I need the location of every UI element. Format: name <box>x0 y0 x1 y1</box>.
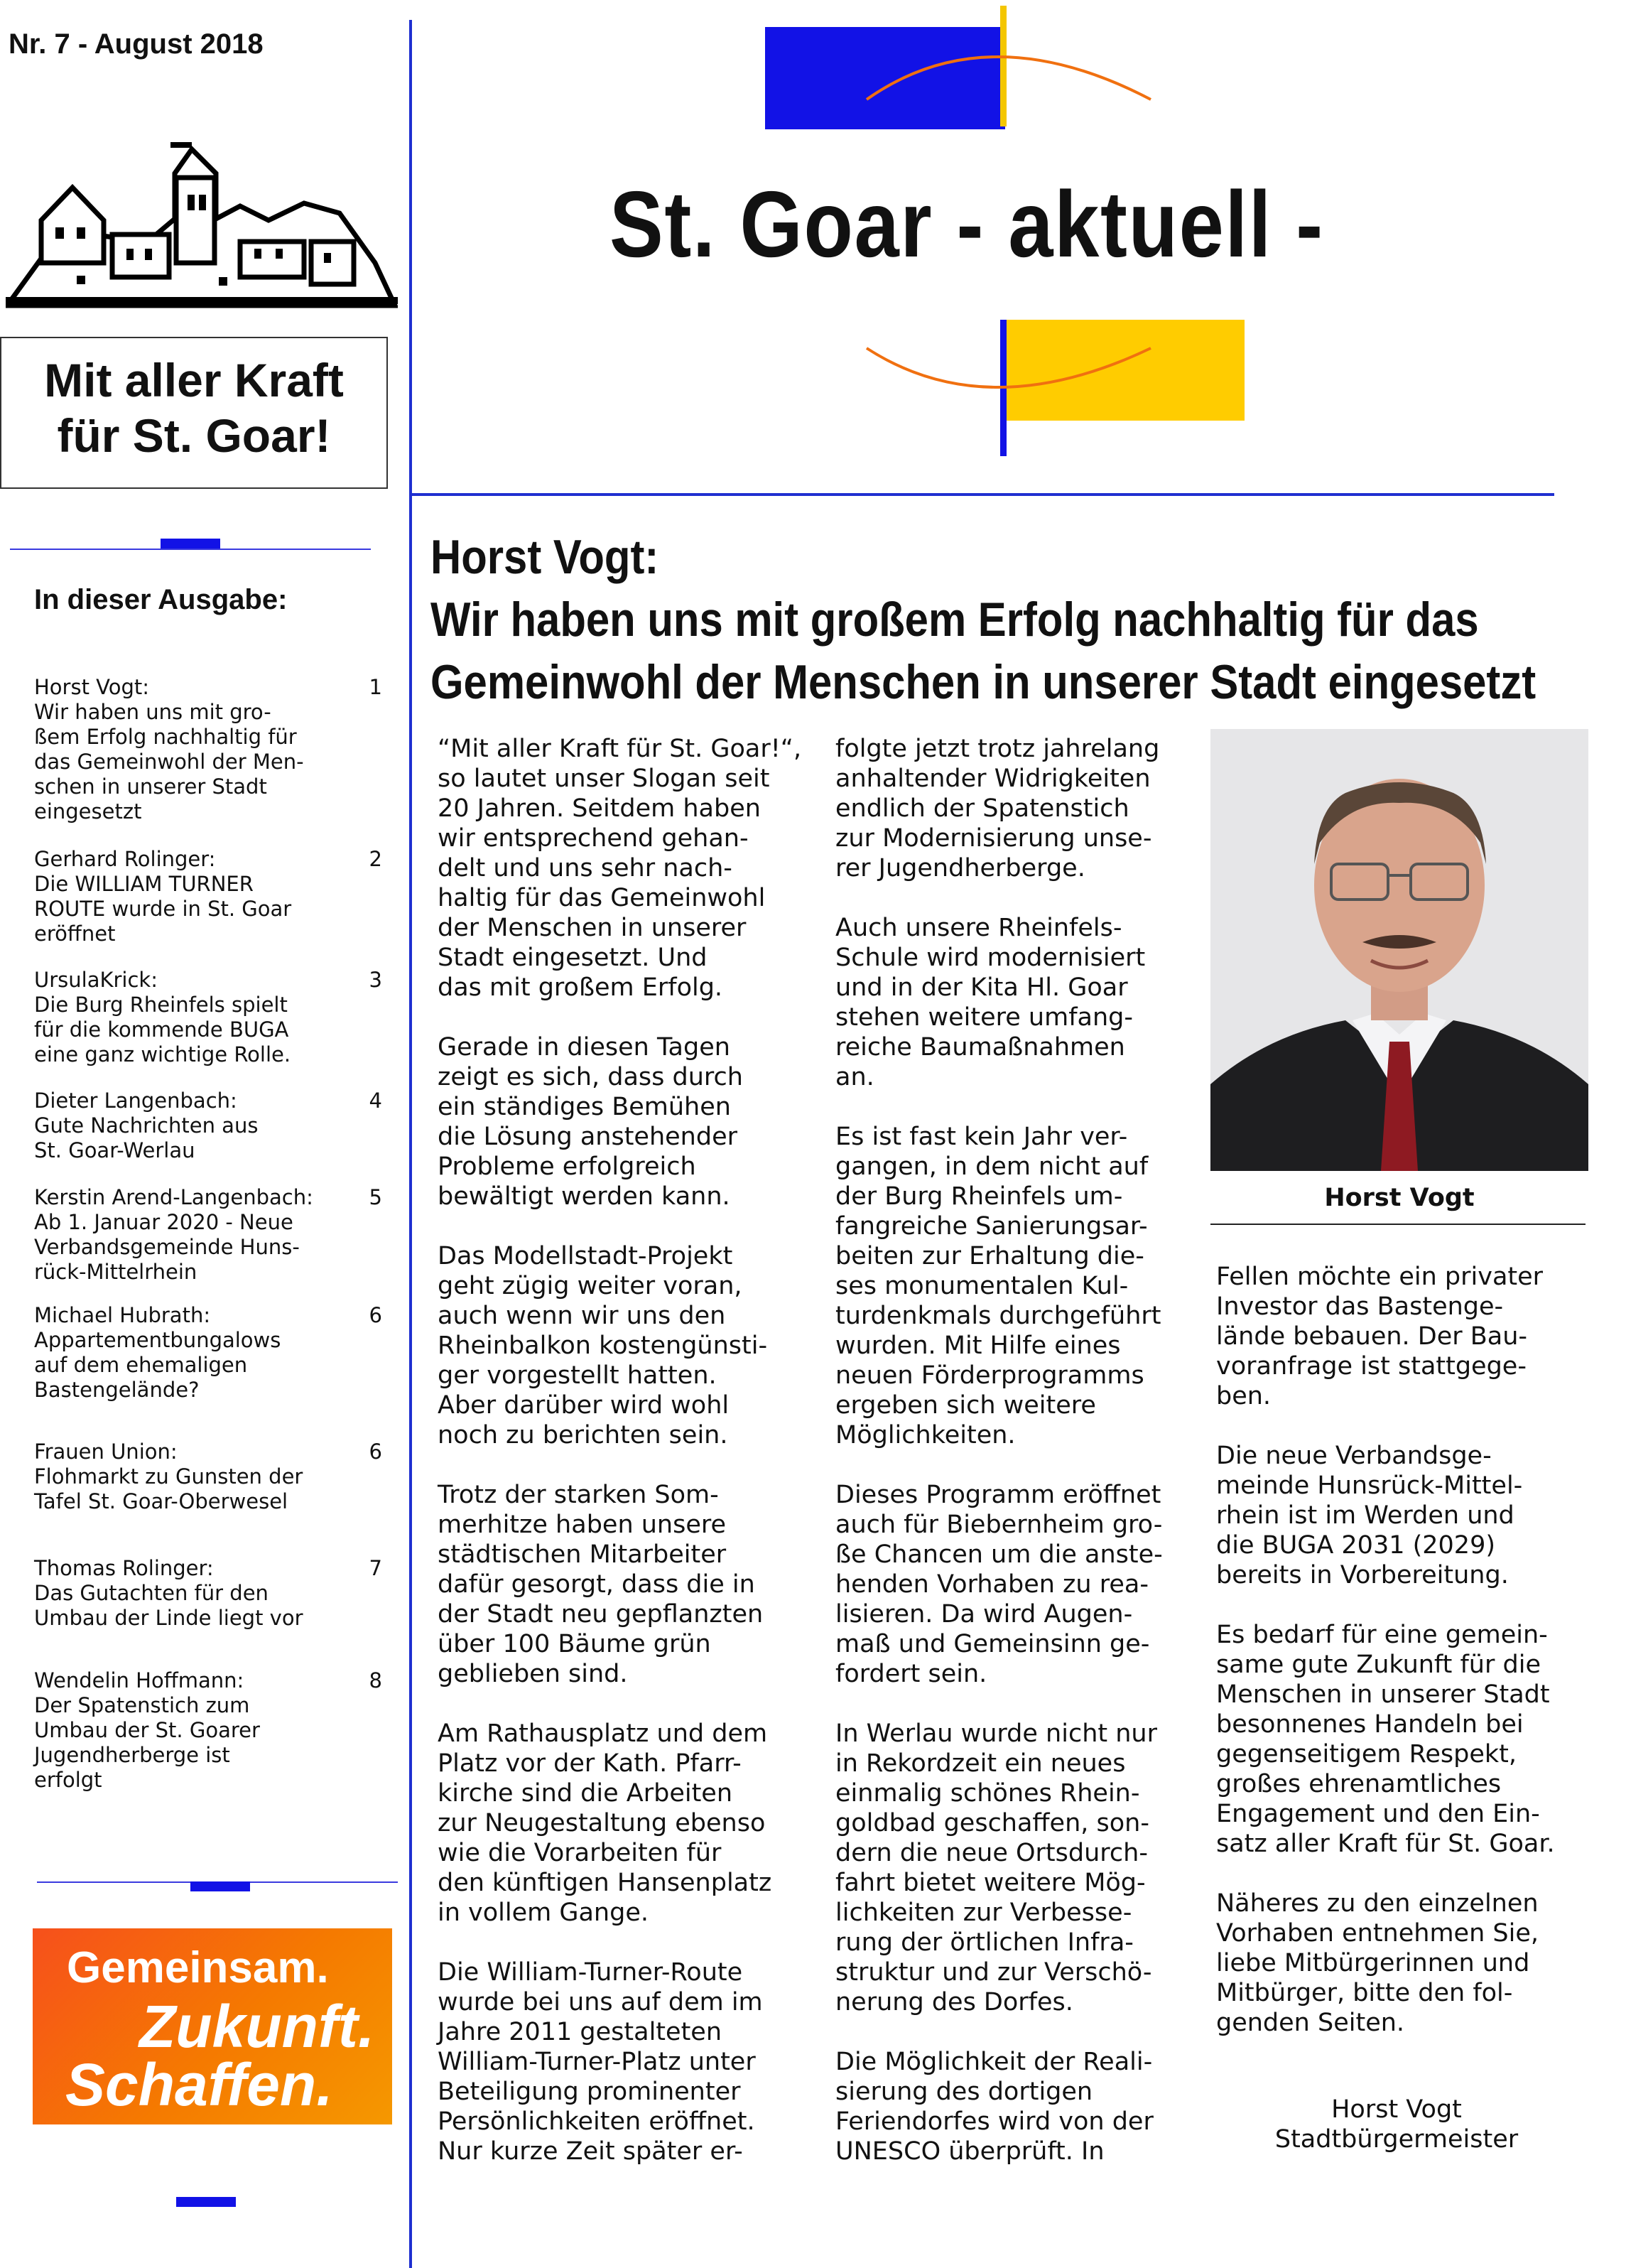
toc-entry-page: 3 <box>369 968 382 992</box>
header-rule <box>409 493 1554 496</box>
toc-entry[interactable] <box>34 1556 382 1631</box>
article-column-2 <box>835 734 1163 2196</box>
paragraph: Die William-Turner-Route wurde bei uns auf dem im Jahre 2011 gestalteten William-Turner-Platz unter Beteiligung prominenter Persönlichkeiten eröffnet. Nur kurze Zeit später er- <box>438 1958 763 2166</box>
portrait-photo <box>1210 729 1588 1171</box>
toc-entry[interactable] <box>34 675 382 824</box>
issue-number: Nr. 7 - August 2018 <box>9 28 264 60</box>
toc-entry-page: 5 <box>369 1185 382 1209</box>
slogan-line: für St. Goar! <box>57 409 331 462</box>
masthead-title: St. Goar - aktuell - <box>609 172 1324 276</box>
paragraph: Das Modellstadt-Projekt geht zügig weiter voran, auch wenn wir uns den Rheinbalkon kostengünsti- ger vorgestellt hatten. Aber darüber wird wohl noch zu berichten sein. <box>438 1242 768 1449</box>
paragraph: Trotz der starken Som- merhitze haben unsere städtischen Mitarbeiter dafür gesorgt, dass die in der Stadt neu gepflanzten über 100 Bäume grün geblieben sind. <box>438 1481 764 1688</box>
toc-heading: In dieser Ausgabe: <box>34 584 288 615</box>
toc-entry-page: 4 <box>369 1089 382 1113</box>
signature-name: Horst Vogt <box>1331 2095 1462 2124</box>
campaign-banner <box>33 1928 392 2124</box>
paragraph: Die Möglichkeit der Reali- sierung des dortigen Feriendorfes wird von der UNESCO überprüft. In <box>835 2048 1154 2166</box>
toc-entry[interactable] <box>34 1440 382 1514</box>
slogan-line: Mit aller Kraft <box>44 354 344 406</box>
toc-entry-page: 1 <box>369 675 382 699</box>
toc-entry-page: 2 <box>369 847 382 871</box>
paragraph: Gerade in diesen Tagen zeigt es sich, dass durch ein ständiges Bemühen die Lösung anstehender Probleme erfolgreich bewältigt werden kann. <box>438 1033 743 1211</box>
article-column-1 <box>438 734 801 2196</box>
toc-entry[interactable] <box>34 1668 382 1793</box>
caption-rule <box>1210 1224 1586 1225</box>
paragraph: Es bedarf für eine gemein- same gute Zukunft für die Menschen in unserer Stadt besonnenes Handeln bei gegenseitigem Respekt, großes ehrenamtliches Engagement und den Ein- satz aller Kraft für St. Goar. <box>1216 1621 1555 1858</box>
toc-entry[interactable] <box>34 1089 382 1163</box>
toc-entry-text: UrsulaKrick: Die Burg Rheinfels spielt für die kommende BUGA eine ganz wichtige Rolle. <box>34 968 291 1066</box>
column-divider <box>409 20 412 2268</box>
paragraph: Fellen möchte ein privater Investor das Bastenge- lände bebauen. Der Bau- voranfrage ist stattgege- ben. <box>1216 1263 1544 1410</box>
article-headline <box>430 526 1536 713</box>
paragraph: Am Rathausplatz und dem Platz vor der Kath. Pfarr- kirche sind die Arbeiten zur Neugestaltung ebenso wie die Vorarbeiten für den künftigen Hansenplatz in vollem Gange. <box>438 1719 772 1927</box>
toc-entry[interactable] <box>34 1185 382 1285</box>
slogan-box <box>0 337 388 489</box>
toc-entry-text: Dieter Langenbach: Gute Nachrichten aus St. Goar-Werlau <box>34 1089 259 1162</box>
toc-entry[interactable] <box>34 1303 382 1403</box>
paragraph: Es ist fast kein Jahr ver- gangen, in dem nicht auf der Burg Rheinfels um- fangreiche Sanierungsar- beiten zur Erhaltung die- ses monumentalen Kul- turdenkmals durchgeführt wurden. Mit Hilfe eines neuen Förderprogramms ergeben sich weitere Möglichkeiten. <box>835 1123 1161 1449</box>
toc-entry-page: 8 <box>369 1668 382 1692</box>
headline-line: Gemeinwohl der Menschen in unserer Stadt eingesetzt <box>430 655 1536 709</box>
signature-title: Stadtbürgermeister <box>1274 2125 1519 2154</box>
toc-entry-page: 7 <box>369 1556 382 1580</box>
banner-line: Gemeinsam. <box>67 1943 329 1992</box>
headline-line: Wir haben uns mit großem Erfolg nachhaltig für das <box>430 593 1479 647</box>
paragraph: Dieses Programm eröffnet auch für Biebernheim gro- ße Chancen um die anste- henden Vorhaben zu rea- lisieren. Da wird Augen- maß und Gemeinsinn ge- fordert sein. <box>835 1481 1163 1688</box>
separator-line <box>10 549 371 550</box>
toc-entry-page: 6 <box>369 1303 382 1327</box>
article-column-3 <box>1216 1262 1555 2068</box>
toc-entry-text: Horst Vogt: Wir haben uns mit gro- ßem Erfolg nachhaltig für das Gemeinwohl der Men- schen in unserer Stadt eingesetzt <box>34 675 304 824</box>
separator-block <box>190 1881 250 1891</box>
toc-entry-text: Thomas Rolinger: Das Gutachten für den Umbau der Linde liegt vor <box>34 1556 303 1630</box>
paragraph: Die neue Verbandsge- meinde Hunsrück-Mittel- rhein ist im Werden und die BUGA 2031 (2029) bereits in Vorbereitung. <box>1216 1442 1523 1589</box>
paragraph: In Werlau wurde nicht nur in Rekordzeit ein neues einmalig schönes Rhein- goldbad geschaffen, son- dern die neue Ortsdurch- fahrt bietet weitere Mög- lichkeiten zur Verbesse- rung der örtlichen Infra- struktur und zur Verschö- nerung des Dorfes. <box>835 1719 1157 2016</box>
paragraph: “Mit aller Kraft für St. Goar!“, so lautet unser Slogan seit 20 Jahren. Seitdem haben wir entsprechend gehan- delt und uns sehr nach- haltig für das Gemeinwohl der Menschen in unserer Stadt eingesetzt. Und das mit großem Erfolg. <box>438 735 802 1002</box>
headline-line: Horst Vogt: <box>430 530 659 584</box>
toc-entry-text: Michael Hubrath: Appartementbungalows auf dem ehemaligen Bastengelände? <box>34 1303 281 1402</box>
portrait-illustration <box>1210 729 1588 1171</box>
separator-block <box>161 539 220 549</box>
toc-entry-text: Frauen Union: Flohmarkt zu Gunsten der Tafel St. Goar-Oberwesel <box>34 1440 303 1513</box>
paragraph: folgte jetzt trotz jahrelang anhaltender Widrigkeiten endlich der Spatenstich zur Modernisierung unse- rer Jugendherberge. <box>835 735 1160 882</box>
photo-caption: Horst Vogt <box>1324 1184 1475 1212</box>
paragraph: Auch unsere Rheinfels- Schule wird modernisiert und in der Kita Hl. Goar stehen weitere umfang- reiche Baumaßnahmen an. <box>835 914 1146 1091</box>
toc-entry-text: Gerhard Rolinger: Die WILLIAM TURNER ROUTE wurde in St. Goar eröffnet <box>34 847 292 946</box>
toc-entry-page: 6 <box>369 1440 382 1464</box>
toc-entry[interactable] <box>34 968 382 1067</box>
castle-logo-icon <box>6 135 398 313</box>
toc-entry-text: Kerstin Arend-Langenbach: Ab 1. Januar 2020 - Neue Verbandsgemeinde Huns- rück-Mittelrhein <box>34 1185 313 1284</box>
paragraph: Näheres zu den einzelnen Vorhaben entnehmen Sie, liebe Mitbürgerinnen und Mitbürger, bitte den fol- genden Seiten. <box>1216 1889 1539 2037</box>
toc-entry-text: Wendelin Hoffmann: Der Spatenstich zum Umbau der St. Goarer Jugendherberge ist erfolgt <box>34 1668 260 1792</box>
banner-line: Schaffen. <box>65 2051 333 2118</box>
separator-block <box>176 2197 236 2207</box>
toc-entry[interactable] <box>34 847 382 946</box>
banner-line: Zukunft. <box>139 1993 375 2060</box>
signature <box>1216 2095 1577 2154</box>
